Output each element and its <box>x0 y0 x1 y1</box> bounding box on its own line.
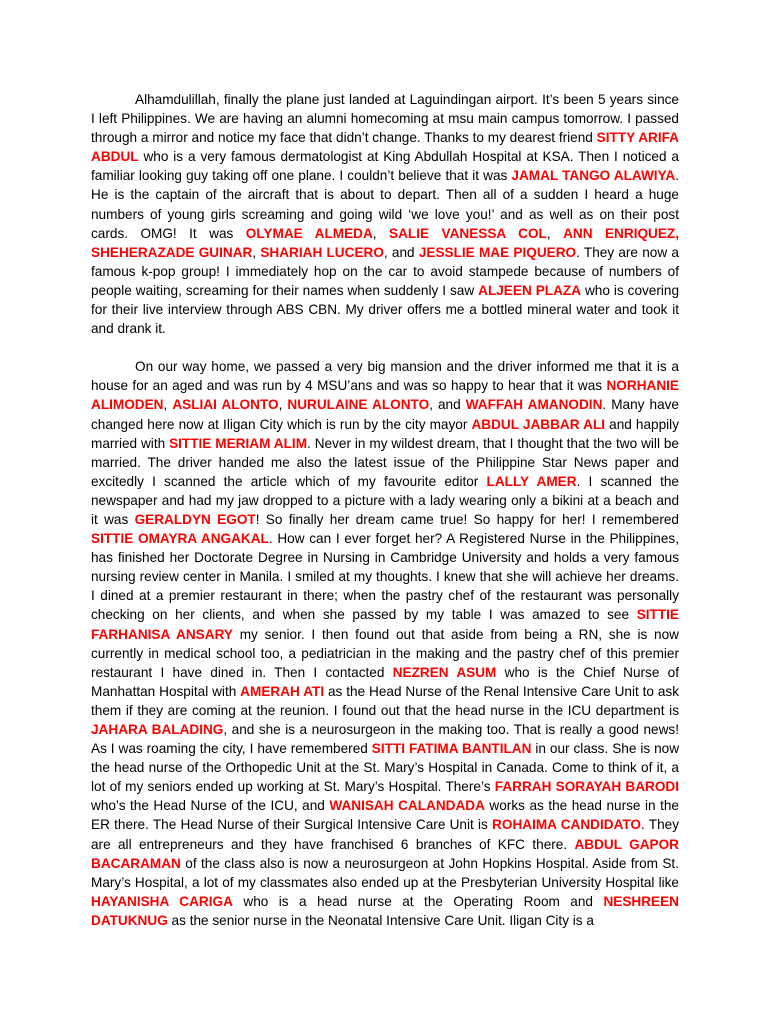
body-text: , <box>372 225 390 241</box>
body-text: who is a very famous dermatologist at King Abdullah Hospital at KSA. Then I noticed a familiar looking guy taking off one plane. I couldn’t believe that it was <box>91 149 679 184</box>
body-text: , <box>163 397 173 413</box>
body-text: Alhamdulillah, finally the plane just landed at Laguindingan airport. It’s been 5 years since I left Philippines. We are having an alumni homecoming at msu main campus tomorrow. I passed through a mirror and notice my face that didn’t change. Thanks to my dearest friend <box>91 92 679 146</box>
person-name-highlight: ABDUL JABBAR ALI <box>471 416 606 432</box>
person-name-highlight: SALIE VANESSA COL <box>389 225 547 241</box>
body-text: as the Head Nurse of the Renal Intensive Care Unit to ask them if they are coming at the reunion. I found out that the head nurse in the ICU department is <box>91 683 679 718</box>
body-text: who is the Chief Nurse of Manhattan Hospital with <box>91 664 679 699</box>
person-name-highlight: SHEHERAZADE GUINAR <box>91 244 253 260</box>
paragraph-2 <box>91 357 679 930</box>
body-text: works as the head nurse in the ER there. The Head Nurse of their Surgical Intensive Care Unit is <box>91 798 679 833</box>
person-name-highlight: FARRAH SORAYAH BARODI <box>494 779 680 795</box>
person-name-highlight: JAMAL TANGO ALAWIYA <box>511 168 676 184</box>
body-text: , <box>278 397 288 413</box>
person-name-highlight: ANN ENRIQUEZ, <box>563 225 680 241</box>
body-text: , and <box>383 244 419 260</box>
body-text: and happily married with <box>91 416 680 451</box>
person-name-highlight: ALJEEN PLAZA <box>478 282 582 298</box>
person-name-highlight: GERALDYN EGOT <box>134 511 256 527</box>
person-name-highlight: SHARIAH LUCERO <box>260 244 384 260</box>
person-name-highlight: SITTIE OMAYRA ANGAKAL <box>91 531 269 547</box>
body-text: my senior. I then found out that aside from being a RN, she is now currently in medical school too, a pediatrician in the making and the pastry chef of this premier restaurant I have dined in. Then I contacted <box>91 626 679 680</box>
person-name-highlight: SITTIE FARHANISA ANSARY <box>91 607 679 642</box>
body-text: , <box>546 225 564 241</box>
body-text: , and <box>429 397 466 413</box>
person-name-highlight: ROHAIMA CANDIDATO <box>492 817 642 833</box>
body-text: , and she is a neurosurgeon in the making too. That is really a good news! As I was roaming the city, I have remembered <box>91 722 679 757</box>
person-name-highlight: ASLIAI ALONTO <box>172 397 279 413</box>
body-text: as the senior nurse in the Neonatal Intensive Care Unit. Iligan City is a <box>167 912 594 928</box>
person-name-highlight: AMERAH ATI <box>240 683 325 699</box>
body-text: . They are now a famous k-pop group! I immediately hop on the car to avoid stampede because of numbers of people waiting, screaming for their names when suddenly I saw <box>91 244 679 298</box>
person-name-highlight: WAFFAH AMANODIN <box>465 397 603 413</box>
person-name-highlight: NESHREEN DATUKNUG <box>91 893 679 928</box>
body-text: who’s the Head Nurse of the ICU, and <box>91 798 330 814</box>
body-text: in our class. She is now the head nurse of the Orthopedic Unit at the St. Mary’s Hospital in Canada. Come to think of it, a lot of my seniors ended up working at St. Mary’s Hospital. There’s <box>91 741 680 795</box>
person-name-highlight: LALLY AMER <box>486 473 577 489</box>
person-name-highlight: NEZREN ASUM <box>392 664 497 680</box>
document-body <box>91 90 679 930</box>
body-text: . Many have changed here now at Iligan City which is run by the city mayor <box>91 397 679 432</box>
person-name-highlight: OLYMAE ALMEDA <box>245 225 373 241</box>
body-text: , <box>252 244 261 260</box>
person-name-highlight: ABDUL GAPOR BACARAMAN <box>91 836 679 871</box>
person-name-highlight: SITTIE MERIAM ALIM <box>169 435 308 451</box>
person-name-highlight: JESSLIE MAE PIQUERO <box>418 244 577 260</box>
body-text: On our way home, we passed a very big mansion and the driver informed me that it is a house for an aged and was run by 4 MSU’ans and was so happy to hear that it was <box>91 359 679 394</box>
body-text: . I scanned the newspaper and had my jaw dropped to a picture with a lady wearing only a bikini at a beach and it was <box>91 473 679 527</box>
body-text: . They are all entrepreneurs and they have franchised 6 branches of KFC there. <box>91 817 679 852</box>
person-name-highlight: JAHARA BALADING <box>91 722 224 737</box>
body-text: . Never in my wildest dream, that I thought that the two will be married. The driver handed me also the latest issue of the Philippine Star News paper and excitedly I scanned the article which of my favourite editor <box>91 435 679 489</box>
body-text: ! So finally her dream came true! So happy for her! I remembered <box>255 511 679 527</box>
body-text: . How can I ever forget her? A Registered Nurse in the Philippines, has finished her Doctorate Degree in Nursing in Cambridge University and holds a very famous nursing review center in Manila. I smiled at my thoughts. I knew that she will achieve her dreams. I dined at a premier restaurant in there; when the pastry chef of the restaurant was personally checking on her clients, and when she passed by my table I was amazed to see <box>91 531 680 623</box>
person-name-highlight: WANISAH CALANDADA <box>329 798 485 814</box>
person-name-highlight: NURULAINE ALONTO <box>287 397 430 413</box>
paragraph-1 <box>91 90 679 338</box>
person-name-highlight: SITTY ARIFA ABDUL <box>91 130 679 165</box>
person-name-highlight: HAYANISHA CARIGA <box>91 893 233 909</box>
body-text: who is a head nurse at the Operating Room and <box>232 893 604 909</box>
person-name-highlight: SITTI FATIMA BANTILAN <box>371 741 532 757</box>
body-text: of the class also is now a neurosurgeon at John Hopkins Hospital. Aside from St. Mary’s Hospital, a lot of my classmates also ended up at the Presbyterian University Hospital like <box>91 855 679 890</box>
body-text: . He is the captain of the aircraft that is about to depart. Then all of a sudden I heard a huge numbers of young girls screaming and going wild ‘we love you!’ and as well as on their post cards. OMG! It was <box>91 168 679 241</box>
body-text: who is covering for their live interview through ABS CBN. My driver offers me a bottled mineral water and took it and drank it. <box>91 282 680 337</box>
person-name-highlight: NORHANIE ALIMODEN <box>91 378 679 413</box>
